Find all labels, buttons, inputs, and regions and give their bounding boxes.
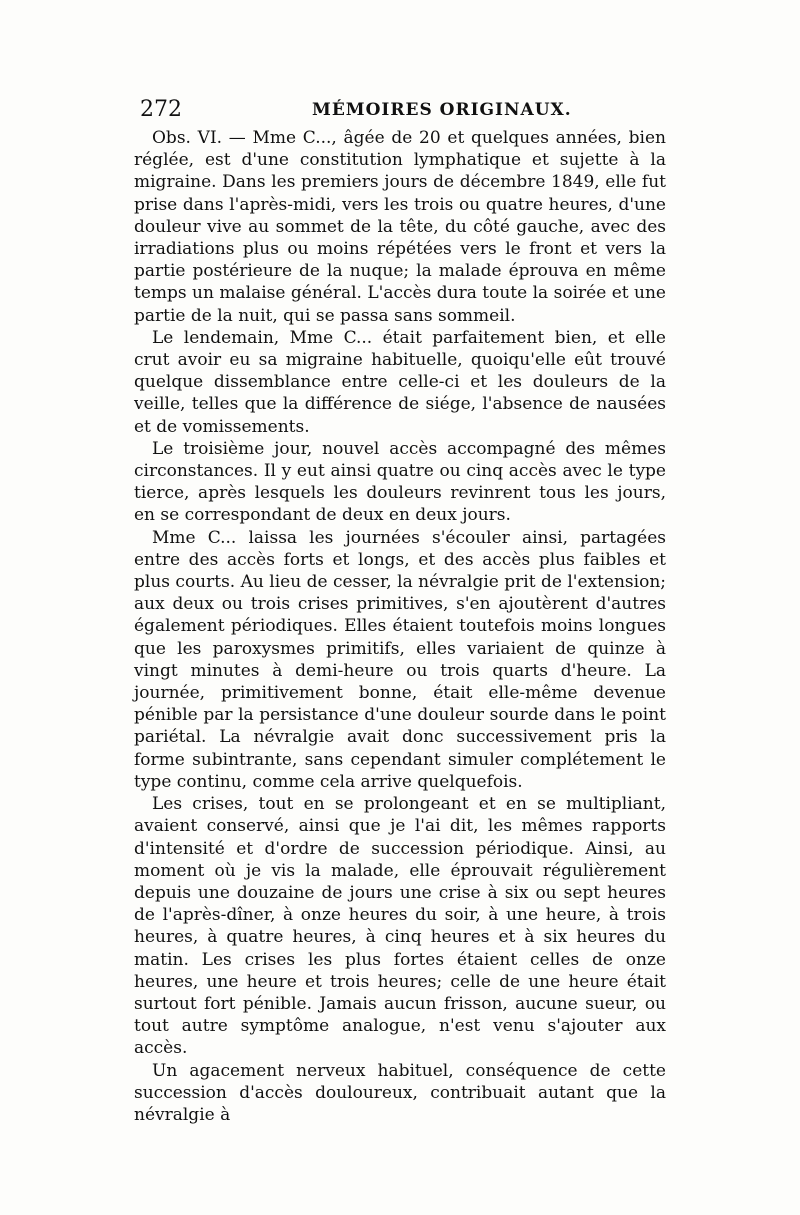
paragraph-lendemain: Le lendemain, Mme C... était parfaitement bien, et elle crut avoir eu sa migraine habituelle, quoiqu'elle eût trouvé quelque dissemblance entre celle-ci et les douleurs de la veille, telles que la différence de siége, l'absence de nausées et de vomissements. <box>134 327 666 437</box>
body-text <box>134 127 666 1126</box>
paragraph-crises: Les crises, tout en se prolongeant et en se multipliant, avaient conservé, ainsi que je l'ai dit, les mêmes rapports d'intensité et d'ordre de succession périodique. Ainsi, au moment où je vis la malade, elle éprouvait régulièrement depuis une douzaine de jours une crise à six ou sept heures de l'après-dîner, à onze heures du soir, à une heure, à trois heures, à quatre heures, à cinq heures et à six heures du matin. Les crises les plus fortes étaient celles de onze heures, une heure et trois heures; celle de une heure était surtout fort pénible. Jamais aucun frisson, aucune sueur, ou tout autre symptôme analogue, n'est venu s'ajouter aux accès. <box>134 794 666 1059</box>
paragraph-journees: Mme C... laissa les journées s'écouler ainsi, partagées entre des accès forts et longs, et des accès plus faibles et plus courts. Au lieu de cesser, la névralgie prit de l'extension; aux deux ou trois crises primitives, s'en ajoutèrent d'autres également périodiques. Elles étaient toutefois moins longues que les paroxysmes primitifs, elles variaient de quinze à vingt minutes à demi-heure ou trois quarts d'heure. La journée, primitivement bonne, était elle-même devenue pénible par la persistance d'une douleur sourde dans le point pariétal. La névralgie avait donc successivement pris la forme subintrante, sans cependant simuler complétement le type continu, comme cela arrive quelquefois. <box>134 527 666 792</box>
page-number: 272 <box>140 97 182 122</box>
paragraph-obs-vi: Obs. VI. — Mme C..., âgée de 20 et quelques années, bien réglée, est d'une constitution lymphatique et sujette à la migraine. Dans les premiers jours de décembre 1849, elle fut prise dans l'après-midi, vers les trois ou quatre heures, d'une douleur vive au sommet de la tête, du côté gauche, avec des irradiations plus ou moins répétées vers le front et vers la partie postérieure de la nuque; la malade éprouva en même temps un malaise général. L'accès dura toute la soirée et une partie de la nuit, qui se passa sans sommeil. <box>134 128 666 326</box>
running-head: MÉMOIRES ORIGINAUX. <box>312 100 572 120</box>
paragraph-troisieme-jour: Le troisième jour, nouvel accès accompagné des mêmes circonstances. Il y eut ainsi quatre ou cinq accès avec le type tierce, après lesquels les douleurs revinrent tous les jours, en se correspondant de deux en deux jours. <box>134 438 666 526</box>
paragraph-agacement: Un agacement nerveux habituel, conséquence de cette succession d'accès douloureux, contribuait autant que la névralgie à <box>134 1060 666 1125</box>
page-header <box>140 97 660 127</box>
